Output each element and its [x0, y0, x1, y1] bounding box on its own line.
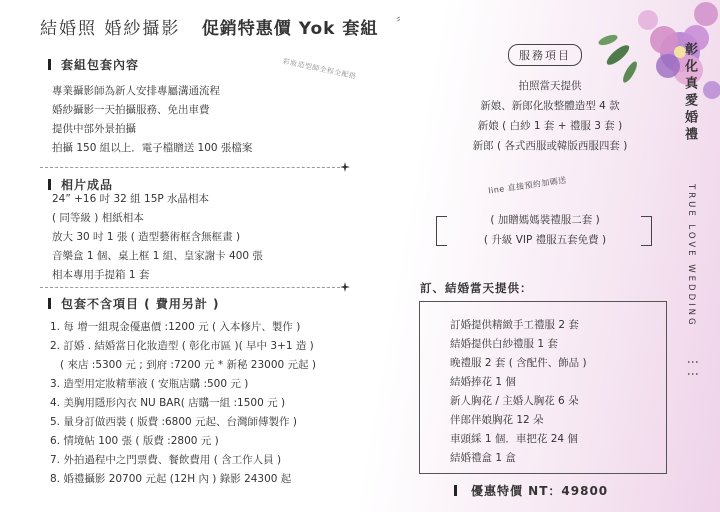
list-item: ( 加贈媽媽裝禮服二套 ) — [490, 214, 600, 226]
divider — [40, 167, 340, 168]
list-item: 新娘、新郎化妝整體造型 4 款 — [480, 100, 620, 112]
price-label: 優惠特價 NT：49800 — [454, 482, 608, 499]
services-heading: 服務項目 — [508, 44, 582, 66]
products-list — [52, 190, 263, 285]
list-item: 新郎 ( 各式西服或韓版西服四套 ) — [472, 140, 628, 152]
brand-name-cn: 彰化真愛婚禮 — [682, 42, 697, 144]
list-item: 結婚捧花 1 個 — [450, 376, 516, 388]
list-item: 5. 量身訂做西裝 ( 版費 :6800 元起、台灣師傅製作 ) — [50, 416, 297, 428]
list-item: 婚紗攝影一天拍攝服務、免出車費 — [52, 104, 210, 116]
list-item: 3. 造型用定妝精華液 ( 安瓶店購 :500 元 ) — [50, 378, 249, 390]
list-item: 6. 情境帖 100 張 ( 版費 :2800 元 ) — [50, 435, 219, 447]
services-list — [430, 76, 670, 156]
divider — [40, 287, 340, 288]
page-title — [40, 14, 410, 39]
list-item: ( 升級 VIP 禮服五套免費 ) — [483, 234, 607, 246]
list-item: 新娘 ( 白紗 1 套 + 禮服 3 套 ) — [477, 120, 623, 132]
line-bonus-note: line 直接預約加碼送 — [487, 175, 568, 196]
line-bonus-list — [450, 210, 640, 250]
products-heading: 相片成品 — [48, 176, 113, 193]
list-item: 2. 訂婚 . 結婚當日化妝造型 ( 彰化市區 )( 早中 3+1 造 ) — [50, 340, 314, 352]
list-item: 放大 30 吋 1 張 ( 造型藝術框含無框畫 ) — [52, 231, 241, 243]
list-item: ( 來店 :5300 元 ; 到府 :7200 元 * 新秘 23000 元起 ) — [50, 359, 316, 371]
bracket-right — [641, 216, 652, 246]
list-item: 7. 外拍過程中之門票費、餐飲費用 ( 含工作人員 ) — [50, 454, 282, 466]
list-item: 拍攝 150 組以上．電子檔贈送 100 張檔案 — [52, 142, 253, 154]
bracket-left — [436, 216, 447, 246]
list-item: 車頭綵 1 個．車把花 24 個 — [450, 433, 578, 445]
list-item: 4. 美胸用隱形內衣 NU BAR( 店購一組 :1500 元 ) — [50, 397, 286, 409]
list-item: 相本專用手提箱 1 套 — [52, 269, 150, 281]
list-item: 結婚禮盒 1 盒 — [450, 452, 516, 464]
list-item: 8. 婚禮攝影 20700 元起 (12H 內 ) 錄影 24300 起 — [50, 473, 292, 485]
list-item: 伴郎伴娘胸花 12 朵 — [450, 414, 544, 426]
list-item: 專業攝影師為新人安排專屬溝通流程 — [52, 85, 220, 97]
list-item: 拍照當天提供 — [518, 80, 582, 92]
list-item: 晚禮服 2 套 ( 含配件、飾品 ) — [450, 357, 587, 369]
list-item: 結婚提供白紗禮服 1 套 — [450, 338, 558, 350]
package-list — [52, 82, 252, 158]
list-item: 新人胸花 / 主婚人胸花 6 朵 — [450, 395, 579, 407]
list-item: 訂婚提供精緻手工禮服 2 套 — [450, 319, 579, 331]
sparkle-icon — [340, 282, 350, 292]
title-part1: 結婚照 婚紗攝影 — [40, 19, 181, 39]
package-heading: 套組包套內容 — [48, 56, 139, 73]
list-item: 24” +16 吋 32 組 15P 水晶相本 — [52, 193, 210, 205]
title-part2: 促銷特惠價 Yok 套組 — [201, 19, 379, 39]
extras-list — [50, 318, 316, 489]
list-item: 音樂盒 1 個、桌上框 1 組、皇家謝卡 400 張 — [52, 250, 263, 262]
list-item: ( 同等級 ) 相紙相本 — [52, 212, 144, 224]
brand-dots: ⋮⋮ — [686, 356, 700, 380]
list-item: 提供中部外景拍攝 — [52, 123, 136, 135]
wedding-day-heading: 訂、結婚當天提供： — [420, 281, 533, 295]
sparkle-icon — [340, 162, 350, 172]
list-item: 1. 每 增一組現金優惠價 :1200 元 ( 入本修片、製作 ) — [50, 321, 301, 333]
extras-heading: 包套不含項目 ( 費用另計 ) — [48, 295, 220, 312]
title-quote-mark: 〞 — [395, 16, 410, 30]
wedding-day-list — [450, 316, 587, 468]
brand-name-en: TRUE LOVE WEDDING — [686, 184, 696, 328]
package-side-note: 彩妝造型師全程全配搭 — [281, 57, 358, 81]
